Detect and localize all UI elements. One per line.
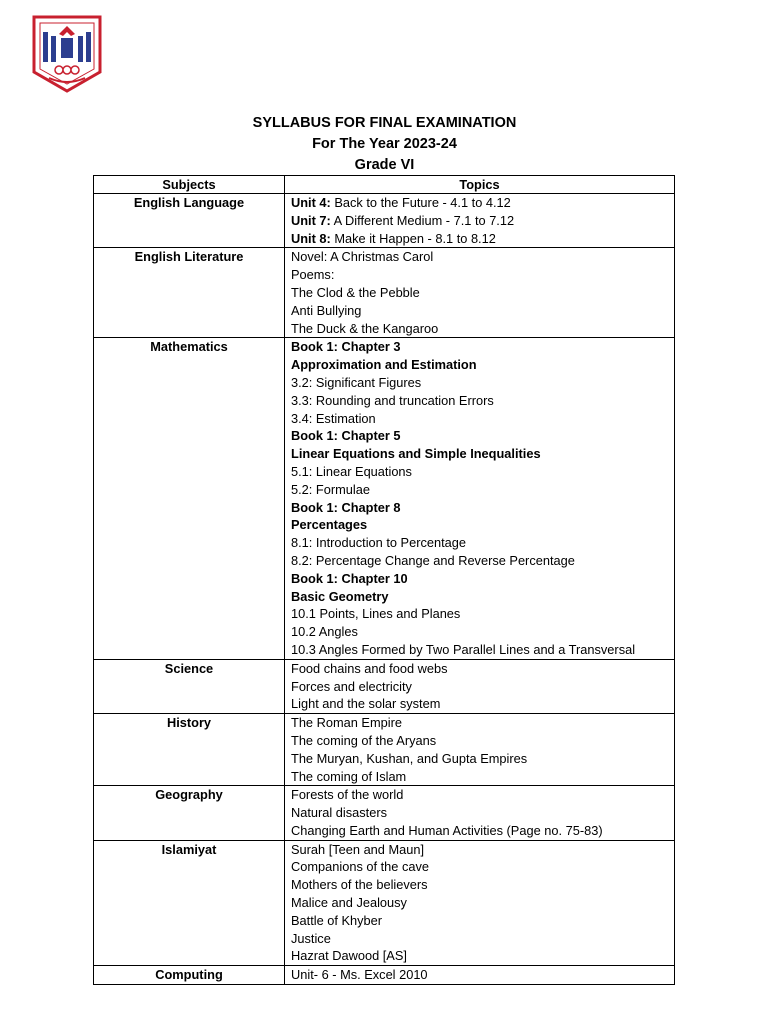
subject-name: English Literature [134, 249, 244, 265]
topic-item: 5.1: Linear Equations [291, 463, 412, 479]
topics-cell [285, 966, 675, 985]
topics-cell [285, 194, 675, 248]
table-row [94, 248, 675, 338]
topics-cell [285, 786, 675, 840]
topic-item: 8.1: Introduction to Percentage [291, 535, 467, 551]
subject-cell [94, 966, 285, 985]
column-header-subjects: Subjects [94, 176, 285, 194]
table-row [94, 966, 675, 985]
subject-cell [94, 248, 285, 338]
topic-item: The coming of Islam [291, 768, 407, 784]
table-body [94, 194, 675, 985]
topic-item: The coming of the Aryans [291, 732, 437, 748]
topic-item: Justice [291, 930, 331, 946]
topic-item: Food chains and food webs [291, 660, 448, 676]
topic-item: Anti Bullying [291, 302, 362, 318]
topic-text: A Different Medium - 7.1 to 7.12 [330, 212, 515, 228]
column-header-topics: Topics [285, 176, 675, 194]
subject-cell [94, 786, 285, 840]
topic-item: Unit- 6 - Ms. Excel 2010 [291, 967, 428, 983]
topic-item: Hazrat Dawood [AS] [291, 948, 407, 964]
document-title: SYLLABUS FOR FINAL EXAMINATION [252, 115, 517, 131]
school-crest-icon [31, 14, 103, 94]
document-header [94, 113, 675, 176]
topic-item: Forces and electricity [291, 678, 412, 694]
topic-heading: Percentages [291, 517, 368, 533]
topics-cell [285, 338, 675, 659]
topic-unit-label: Unit 7: [291, 212, 331, 228]
topic-heading: Linear Equations and Simple Inequalities [291, 446, 541, 462]
subject-name: Mathematics [150, 339, 228, 355]
topic-heading: Approximation and Estimation [291, 357, 477, 373]
topic-item: Changing Earth and Human Activities (Page no. 75-83) [291, 822, 603, 838]
topic-item: Poems: [291, 267, 335, 283]
topic-item: Natural disasters [291, 805, 388, 821]
topic-item: Battle of Khyber [291, 912, 383, 928]
subject-cell [94, 338, 285, 659]
table-row [94, 786, 675, 840]
topics-cell [285, 840, 675, 966]
topic-heading: Basic Geometry [291, 588, 389, 604]
subject-name: English Language [133, 195, 245, 210]
subject-cell [94, 840, 285, 966]
subject-name: Geography [155, 787, 223, 803]
topic-heading: Book 1: Chapter 8 [291, 499, 401, 515]
table-row [94, 659, 675, 713]
topics-cell [285, 714, 675, 786]
topic-item: The Clod & the Pebble [291, 284, 420, 300]
topic-item: 3.4: Estimation [291, 410, 376, 426]
topic-item: Mothers of the believers [291, 877, 428, 893]
subject-name: Science [164, 660, 214, 676]
subject-cell [94, 714, 285, 786]
topic-item: 3.3: Rounding and truncation Errors [291, 392, 494, 408]
topic-item: 8.2: Percentage Change and Reverse Percentage [291, 552, 575, 568]
subject-name: History [166, 715, 212, 731]
topic-item: Novel: A Christmas Carol [291, 249, 434, 265]
topic-item [291, 212, 674, 230]
table-row [94, 338, 675, 659]
subject-cell [94, 659, 285, 713]
topic-item: Companions of the cave [291, 859, 430, 875]
topic-item: Surah [Teen and Maun] [291, 841, 425, 857]
topic-text: Back to the Future - 4.1 to 4.12 [330, 195, 511, 210]
document-year: For The Year 2023-24 [312, 136, 457, 152]
topic-item: 10.1 Points, Lines and Planes [291, 606, 461, 622]
topic-unit-label: Unit 8: [291, 230, 331, 246]
table-row [94, 194, 675, 248]
topics-cell [285, 248, 675, 338]
topic-item: 10.2 Angles [291, 624, 358, 640]
document-grade: Grade VI [354, 157, 415, 173]
topic-item: 10.3 Angles Formed by Two Parallel Lines and a Transversal [291, 641, 636, 657]
subject-name: Islamiyat [161, 841, 217, 857]
subject-cell [94, 194, 285, 248]
topic-unit-label: Unit 4: [291, 195, 331, 210]
topic-item [291, 194, 674, 212]
topic-item: 3.2: Significant Figures [291, 374, 422, 390]
topic-heading: Book 1: Chapter 5 [291, 428, 401, 444]
table-header-row [94, 176, 675, 194]
topic-item: Forests of the world [291, 787, 404, 803]
topic-heading: Book 1: Chapter 10 [291, 570, 408, 586]
syllabus-table [93, 175, 675, 985]
table-row [94, 840, 675, 966]
table-row [94, 714, 675, 786]
topic-item: Malice and Jealousy [291, 895, 407, 911]
topic-item [291, 230, 674, 248]
topic-item: 5.2: Formulae [291, 481, 370, 497]
topic-item: The Muryan, Kushan, and Gupta Empires [291, 750, 528, 766]
topic-item: Light and the solar system [291, 696, 441, 712]
subject-name: Computing [155, 967, 223, 983]
topics-cell [285, 659, 675, 713]
topic-item: The Duck & the Kangaroo [291, 320, 439, 336]
topic-item: The Roman Empire [291, 715, 402, 731]
topic-heading: Book 1: Chapter 3 [291, 339, 401, 355]
topic-text: Make it Happen - 8.1 to 8.12 [330, 230, 496, 246]
